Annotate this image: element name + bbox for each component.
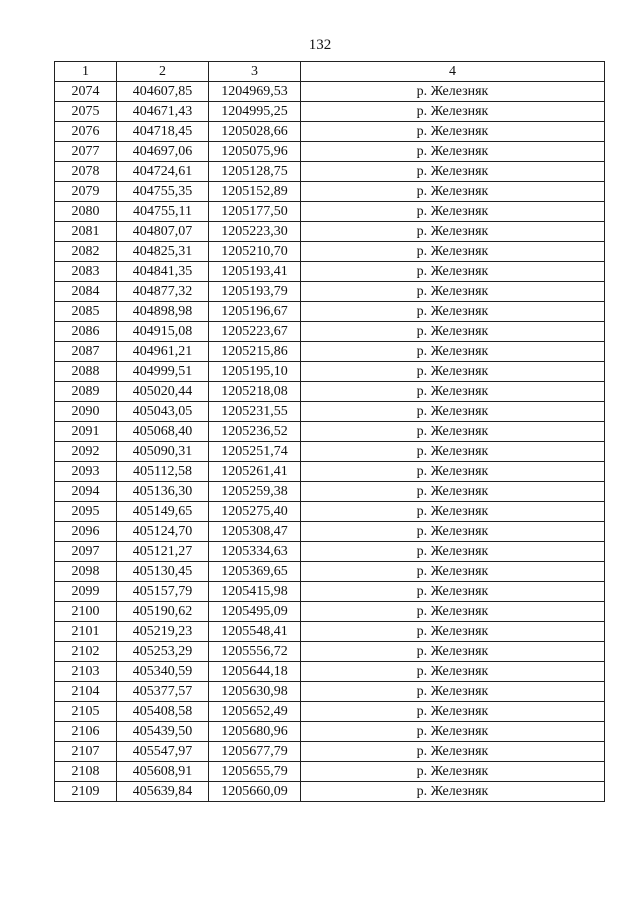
point-number-cell: 2099 [55, 582, 117, 602]
x-coordinate-cell: 405124,70 [117, 522, 209, 542]
page-number: 132 [308, 37, 332, 53]
point-number-cell: 2096 [55, 522, 117, 542]
table-row [55, 642, 605, 662]
x-coordinate-cell: 405112,58 [117, 462, 209, 482]
description-cell: р. Железняк [301, 422, 605, 442]
x-coordinate-cell: 404718,45 [117, 122, 209, 142]
description-cell: р. Железняк [301, 182, 605, 202]
table-row [55, 222, 605, 242]
description-cell: р. Железняк [301, 202, 605, 222]
description-cell: р. Железняк [301, 222, 605, 242]
x-coordinate-cell: 404755,35 [117, 182, 209, 202]
description-cell: р. Железняк [301, 142, 605, 162]
description-cell: р. Железняк [301, 502, 605, 522]
description-cell: р. Железняк [301, 82, 605, 102]
column-header-1: 1 [55, 62, 117, 82]
description-cell: р. Железняк [301, 122, 605, 142]
y-coordinate-cell: 1205495,09 [209, 602, 301, 622]
table-row [55, 322, 605, 342]
x-coordinate-cell: 404877,32 [117, 282, 209, 302]
x-coordinate-cell: 405377,57 [117, 682, 209, 702]
table-row [55, 502, 605, 522]
description-cell: р. Железняк [301, 322, 605, 342]
point-number-cell: 2101 [55, 622, 117, 642]
table-row [55, 282, 605, 302]
table-row [55, 442, 605, 462]
point-number-cell: 2095 [55, 502, 117, 522]
table-row [55, 122, 605, 142]
y-coordinate-cell: 1205196,67 [209, 302, 301, 322]
point-number-cell: 2078 [55, 162, 117, 182]
y-coordinate-cell: 1205193,41 [209, 262, 301, 282]
point-number-cell: 2093 [55, 462, 117, 482]
table-row [55, 742, 605, 762]
table-row [55, 622, 605, 642]
table-row [55, 542, 605, 562]
description-cell: р. Железняк [301, 302, 605, 322]
y-coordinate-cell: 1205251,74 [209, 442, 301, 462]
description-cell: р. Железняк [301, 662, 605, 682]
description-cell: р. Железняк [301, 582, 605, 602]
description-cell: р. Железняк [301, 102, 605, 122]
description-cell: р. Железняк [301, 522, 605, 542]
x-coordinate-cell: 405190,62 [117, 602, 209, 622]
point-number-cell: 2085 [55, 302, 117, 322]
x-coordinate-cell: 404671,43 [117, 102, 209, 122]
x-coordinate-cell: 405043,05 [117, 402, 209, 422]
column-header-2: 2 [117, 62, 209, 82]
y-coordinate-cell: 1205261,41 [209, 462, 301, 482]
table-row [55, 382, 605, 402]
description-cell: р. Железняк [301, 742, 605, 762]
x-coordinate-cell: 405136,30 [117, 482, 209, 502]
x-coordinate-cell: 404724,61 [117, 162, 209, 182]
table-row [55, 722, 605, 742]
table-row [55, 482, 605, 502]
point-number-cell: 2076 [55, 122, 117, 142]
table-row [55, 562, 605, 582]
y-coordinate-cell: 1205028,66 [209, 122, 301, 142]
point-number-cell: 2084 [55, 282, 117, 302]
table-row [55, 262, 605, 282]
y-coordinate-cell: 1205680,96 [209, 722, 301, 742]
x-coordinate-cell: 405253,29 [117, 642, 209, 662]
table-row [55, 162, 605, 182]
point-number-cell: 2105 [55, 702, 117, 722]
y-coordinate-cell: 1205369,65 [209, 562, 301, 582]
description-cell: р. Железняк [301, 562, 605, 582]
y-coordinate-cell: 1205215,86 [209, 342, 301, 362]
table-row [55, 342, 605, 362]
y-coordinate-cell: 1205677,79 [209, 742, 301, 762]
point-number-cell: 2074 [55, 82, 117, 102]
coordinates-table-container [54, 61, 605, 802]
y-coordinate-cell: 1205218,08 [209, 382, 301, 402]
x-coordinate-cell: 404961,21 [117, 342, 209, 362]
y-coordinate-cell: 1204995,25 [209, 102, 301, 122]
x-coordinate-cell: 405121,27 [117, 542, 209, 562]
x-coordinate-cell: 405408,58 [117, 702, 209, 722]
x-coordinate-cell: 405157,79 [117, 582, 209, 602]
y-coordinate-cell: 1205210,70 [209, 242, 301, 262]
description-cell: р. Железняк [301, 682, 605, 702]
y-coordinate-cell: 1205236,52 [209, 422, 301, 442]
point-number-cell: 2107 [55, 742, 117, 762]
y-coordinate-cell: 1205231,55 [209, 402, 301, 422]
y-coordinate-cell: 1205223,30 [209, 222, 301, 242]
table-row [55, 662, 605, 682]
table-row [55, 202, 605, 222]
table-row [55, 182, 605, 202]
description-cell: р. Железняк [301, 282, 605, 302]
y-coordinate-cell: 1205195,10 [209, 362, 301, 382]
x-coordinate-cell: 404807,07 [117, 222, 209, 242]
x-coordinate-cell: 405149,65 [117, 502, 209, 522]
x-coordinate-cell: 405090,31 [117, 442, 209, 462]
y-coordinate-cell: 1205660,09 [209, 782, 301, 802]
point-number-cell: 2100 [55, 602, 117, 622]
y-coordinate-cell: 1205334,63 [209, 542, 301, 562]
point-number-cell: 2106 [55, 722, 117, 742]
description-cell: р. Железняк [301, 722, 605, 742]
description-cell: р. Железняк [301, 482, 605, 502]
table-row [55, 762, 605, 782]
point-number-cell: 2094 [55, 482, 117, 502]
column-header-3: 3 [209, 62, 301, 82]
description-cell: р. Железняк [301, 362, 605, 382]
point-number-cell: 2090 [55, 402, 117, 422]
point-number-cell: 2077 [55, 142, 117, 162]
y-coordinate-cell: 1205630,98 [209, 682, 301, 702]
y-coordinate-cell: 1205655,79 [209, 762, 301, 782]
point-number-cell: 2097 [55, 542, 117, 562]
point-number-cell: 2109 [55, 782, 117, 802]
point-number-cell: 2103 [55, 662, 117, 682]
table-row [55, 302, 605, 322]
y-coordinate-cell: 1205548,41 [209, 622, 301, 642]
x-coordinate-cell: 405020,44 [117, 382, 209, 402]
point-number-cell: 2081 [55, 222, 117, 242]
table-row [55, 702, 605, 722]
y-coordinate-cell: 1204969,53 [209, 82, 301, 102]
point-number-cell: 2091 [55, 422, 117, 442]
x-coordinate-cell: 404607,85 [117, 82, 209, 102]
description-cell: р. Железняк [301, 642, 605, 662]
column-header-4: 4 [301, 62, 605, 82]
point-number-cell: 2092 [55, 442, 117, 462]
point-number-cell: 2082 [55, 242, 117, 262]
description-cell: р. Железняк [301, 242, 605, 262]
description-cell: р. Железняк [301, 622, 605, 642]
x-coordinate-cell: 405639,84 [117, 782, 209, 802]
table-row [55, 522, 605, 542]
table-row [55, 402, 605, 422]
description-cell: р. Железняк [301, 542, 605, 562]
x-coordinate-cell: 405130,45 [117, 562, 209, 582]
x-coordinate-cell: 404755,11 [117, 202, 209, 222]
point-number-cell: 2083 [55, 262, 117, 282]
x-coordinate-cell: 404841,35 [117, 262, 209, 282]
table-row [55, 782, 605, 802]
table-row [55, 582, 605, 602]
point-number-cell: 2080 [55, 202, 117, 222]
x-coordinate-cell: 404697,06 [117, 142, 209, 162]
description-cell: р. Железняк [301, 602, 605, 622]
y-coordinate-cell: 1205259,38 [209, 482, 301, 502]
table-row [55, 242, 605, 262]
description-cell: р. Железняк [301, 762, 605, 782]
description-cell: р. Железняк [301, 462, 605, 482]
point-number-cell: 2102 [55, 642, 117, 662]
table-row [55, 422, 605, 442]
y-coordinate-cell: 1205223,67 [209, 322, 301, 342]
description-cell: р. Железняк [301, 162, 605, 182]
table-row [55, 102, 605, 122]
x-coordinate-cell: 404915,08 [117, 322, 209, 342]
description-cell: р. Железняк [301, 782, 605, 802]
x-coordinate-cell: 404999,51 [117, 362, 209, 382]
x-coordinate-cell: 405068,40 [117, 422, 209, 442]
y-coordinate-cell: 1205128,75 [209, 162, 301, 182]
y-coordinate-cell: 1205177,50 [209, 202, 301, 222]
y-coordinate-cell: 1205193,79 [209, 282, 301, 302]
table-body [55, 82, 605, 802]
y-coordinate-cell: 1205152,89 [209, 182, 301, 202]
point-number-cell: 2086 [55, 322, 117, 342]
x-coordinate-cell: 405547,97 [117, 742, 209, 762]
y-coordinate-cell: 1205275,40 [209, 502, 301, 522]
point-number-cell: 2089 [55, 382, 117, 402]
y-coordinate-cell: 1205308,47 [209, 522, 301, 542]
y-coordinate-cell: 1205652,49 [209, 702, 301, 722]
point-number-cell: 2079 [55, 182, 117, 202]
x-coordinate-cell: 404898,98 [117, 302, 209, 322]
y-coordinate-cell: 1205556,72 [209, 642, 301, 662]
table-row [55, 362, 605, 382]
table-row [55, 602, 605, 622]
table-row [55, 82, 605, 102]
point-number-cell: 2108 [55, 762, 117, 782]
table-header-row [55, 62, 605, 82]
x-coordinate-cell: 405219,23 [117, 622, 209, 642]
x-coordinate-cell: 405608,91 [117, 762, 209, 782]
y-coordinate-cell: 1205415,98 [209, 582, 301, 602]
point-number-cell: 2098 [55, 562, 117, 582]
table-row [55, 462, 605, 482]
table-row [55, 682, 605, 702]
y-coordinate-cell: 1205075,96 [209, 142, 301, 162]
point-number-cell: 2088 [55, 362, 117, 382]
point-number-cell: 2104 [55, 682, 117, 702]
description-cell: р. Железняк [301, 402, 605, 422]
coordinates-table [54, 61, 605, 802]
description-cell: р. Железняк [301, 382, 605, 402]
description-cell: р. Железняк [301, 702, 605, 722]
x-coordinate-cell: 405340,59 [117, 662, 209, 682]
description-cell: р. Железняк [301, 342, 605, 362]
description-cell: р. Железняк [301, 442, 605, 462]
table-row [55, 142, 605, 162]
description-cell: р. Железняк [301, 262, 605, 282]
x-coordinate-cell: 404825,31 [117, 242, 209, 262]
point-number-cell: 2075 [55, 102, 117, 122]
point-number-cell: 2087 [55, 342, 117, 362]
x-coordinate-cell: 405439,50 [117, 722, 209, 742]
y-coordinate-cell: 1205644,18 [209, 662, 301, 682]
